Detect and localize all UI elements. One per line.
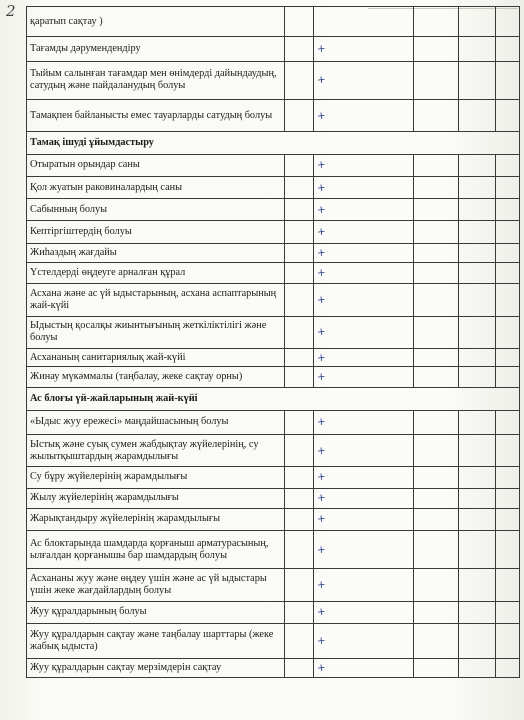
blank-cell: [414, 100, 459, 132]
table-row: [27, 467, 520, 488]
table-row: [27, 61, 520, 99]
handwritten-mark-cell: [314, 467, 414, 488]
requirement-text: Ыстық және суық сумен жабдықтау жүйелерінің, су жылытқыштардың жарамдылығы: [27, 434, 285, 466]
blank-cell: [459, 221, 496, 243]
blank-cell: [496, 348, 520, 366]
handwritten-mark-cell: [314, 601, 414, 623]
blank-cell: [496, 37, 520, 61]
blank-cell: [414, 61, 459, 99]
plus-mark: +: [316, 471, 327, 484]
inspection-checklist-table: [26, 6, 520, 678]
requirement-text: Жиһаздың жағдайы: [27, 243, 285, 262]
blank-cell: [496, 316, 520, 348]
blank-cell: [414, 284, 459, 316]
blank-cell: [285, 348, 314, 366]
table-row: [27, 243, 520, 262]
requirement-text: Жуу құралдарының болуы: [27, 601, 285, 623]
blank-cell: [285, 467, 314, 488]
table-row: [27, 284, 520, 316]
table-row: [27, 348, 520, 366]
blank-cell: [285, 7, 314, 37]
blank-cell: [496, 531, 520, 569]
plus-mark: +: [316, 444, 327, 458]
blank-cell: [414, 569, 459, 601]
handwritten-mark-cell: [314, 508, 414, 530]
requirement-text: Үстелдерді өңдеуге арналған құрал: [27, 262, 285, 283]
blank-cell: [285, 367, 314, 388]
plus-mark: +: [316, 293, 327, 307]
requirement-text: Тыйым салынған тағамдар мен өнімдерді дайындаудың, сатудың және пайдаланудың болуы: [27, 61, 285, 99]
blank-cell: [459, 61, 496, 99]
blank-cell: [285, 100, 314, 132]
plus-mark: +: [316, 42, 327, 56]
requirement-text: Жуу құралдарын сақтау мерзімдерін сақтау: [27, 658, 285, 677]
table-row: [27, 367, 520, 388]
blank-cell: [414, 316, 459, 348]
handwritten-mark-cell: [314, 7, 414, 37]
blank-cell: [285, 508, 314, 530]
blank-cell: [414, 531, 459, 569]
blank-cell: [459, 601, 496, 623]
blank-cell: [285, 434, 314, 466]
plus-mark: +: [316, 203, 327, 217]
table-row: [27, 176, 520, 198]
requirement-text: қаратып сақтау ): [27, 7, 285, 37]
requirement-text: Ас блоктарында шамдарда қорғаныш арматурасының, ылғалдан қорғанышы бар шамдардың болуы: [27, 531, 285, 569]
handwritten-mark-cell: [314, 488, 414, 508]
blank-cell: [285, 569, 314, 601]
blank-cell: [285, 488, 314, 508]
blank-cell: [285, 284, 314, 316]
requirement-text: Қол жуатын раковиналардың саны: [27, 176, 285, 198]
blank-cell: [459, 284, 496, 316]
requirement-text: Сабынның болуы: [27, 199, 285, 221]
blank-cell: [285, 601, 314, 623]
blank-cell: [459, 508, 496, 530]
handwritten-mark-cell: [314, 316, 414, 348]
blank-cell: [496, 569, 520, 601]
plus-mark: +: [316, 661, 327, 675]
blank-cell: [459, 7, 496, 37]
plus-mark: +: [316, 246, 327, 260]
blank-cell: [459, 467, 496, 488]
blank-cell: [459, 367, 496, 388]
blank-cell: [496, 221, 520, 243]
section-row: [27, 388, 520, 410]
handwritten-mark-cell: [314, 569, 414, 601]
requirement-text: Жинау мүкәммалы (таңбалау, жеке сақтау орны): [27, 367, 285, 388]
plus-mark: +: [316, 634, 327, 648]
blank-cell: [285, 243, 314, 262]
blank-cell: [496, 100, 520, 132]
blank-cell: [414, 467, 459, 488]
blank-cell: [459, 100, 496, 132]
blank-cell: [459, 37, 496, 61]
blank-cell: [459, 658, 496, 677]
blank-cell: [414, 262, 459, 283]
handwritten-mark-cell: [314, 61, 414, 99]
blank-cell: [496, 410, 520, 434]
requirement-text: Асхананы жуу және өңдеу үшін және ас үй ыдыстары үшін жеке жағдайлардың болуы: [27, 569, 285, 601]
handwritten-mark-cell: [314, 176, 414, 198]
plus-mark: +: [316, 109, 327, 123]
blank-cell: [459, 531, 496, 569]
blank-cell: [414, 367, 459, 388]
plus-mark: +: [316, 158, 327, 172]
blank-cell: [285, 199, 314, 221]
blank-cell: [285, 262, 314, 283]
blank-cell: [496, 154, 520, 176]
table-row: [27, 434, 520, 466]
table-row: [27, 658, 520, 677]
blank-cell: [496, 624, 520, 658]
blank-cell: [459, 624, 496, 658]
plus-mark: +: [316, 491, 327, 505]
table-row: [27, 569, 520, 601]
blank-cell: [496, 199, 520, 221]
blank-cell: [496, 434, 520, 466]
plus-mark: +: [316, 351, 327, 364]
handwritten-mark-cell: [314, 37, 414, 61]
table-row: [27, 7, 520, 37]
blank-cell: [459, 243, 496, 262]
blank-cell: [496, 262, 520, 283]
handwritten-mark-cell: [314, 658, 414, 677]
plus-mark: +: [316, 606, 327, 619]
table-row: [27, 100, 520, 132]
plus-mark: +: [316, 325, 327, 339]
blank-cell: [285, 624, 314, 658]
blank-cell: [496, 284, 520, 316]
requirement-text: Отыратын орындар саны: [27, 154, 285, 176]
requirement-text: Тағамды дәрумендендіру: [27, 37, 285, 61]
requirement-text: Жарықтандыру жүйелерінің жарамдылығы: [27, 508, 285, 530]
requirement-text: Жылу жүйелерінің жарамдылығы: [27, 488, 285, 508]
blank-cell: [414, 624, 459, 658]
handwritten-mark-cell: [314, 199, 414, 221]
table-row: [27, 37, 520, 61]
table-row: [27, 262, 520, 283]
blank-cell: [285, 316, 314, 348]
blank-cell: [496, 7, 520, 37]
handwritten-mark-cell: [314, 262, 414, 283]
requirement-text: Асхана және ас үй ыдыстарының, асхана аспаптарының жай-күйі: [27, 284, 285, 316]
plus-mark: +: [316, 73, 327, 87]
blank-cell: [459, 154, 496, 176]
blank-cell: [414, 176, 459, 198]
plus-mark: +: [316, 512, 327, 526]
blank-cell: [496, 61, 520, 99]
handwritten-mark-cell: [314, 221, 414, 243]
blank-cell: [459, 262, 496, 283]
table-row: [27, 601, 520, 623]
blank-cell: [496, 367, 520, 388]
plus-mark: +: [316, 578, 327, 592]
table-row: [27, 488, 520, 508]
blank-cell: [285, 61, 314, 99]
blank-cell: [459, 488, 496, 508]
blank-cell: [459, 199, 496, 221]
blank-cell: [285, 154, 314, 176]
handwritten-mark-cell: [314, 243, 414, 262]
requirement-text: Асхананың санитариялық жай-күйі: [27, 348, 285, 366]
plus-mark: +: [316, 225, 327, 239]
plus-mark: +: [316, 415, 327, 429]
blank-cell: [414, 154, 459, 176]
handwritten-mark-cell: [314, 367, 414, 388]
requirement-text: Су бұру жүйелерінің жарамдылығы: [27, 467, 285, 488]
page-number: 2: [6, 2, 16, 20]
requirement-text: Жуу құралдарын сақтау және таңбалау шарттары (жеке жабық ыдыста): [27, 624, 285, 658]
handwritten-mark-cell: [314, 434, 414, 466]
blank-cell: [414, 434, 459, 466]
section-heading: Ас блоғы үй-жайларының жай-күйі: [27, 388, 520, 410]
table-row: [27, 508, 520, 530]
blank-cell: [496, 658, 520, 677]
table-row: [27, 410, 520, 434]
section-row: [27, 132, 520, 154]
handwritten-mark-cell: [314, 348, 414, 366]
blank-cell: [459, 434, 496, 466]
requirement-text: Тамақпен байланысты емес тауарларды сатудың болуы: [27, 100, 285, 132]
handwritten-mark-cell: [314, 531, 414, 569]
checklist-body: [27, 7, 520, 678]
table-row: [27, 199, 520, 221]
plus-mark: +: [316, 370, 327, 384]
blank-cell: [496, 601, 520, 623]
blank-cell: [414, 221, 459, 243]
plus-mark: +: [316, 543, 327, 557]
blank-cell: [496, 176, 520, 198]
plus-mark: +: [316, 181, 327, 195]
blank-cell: [285, 658, 314, 677]
blank-cell: [496, 467, 520, 488]
blank-cell: [459, 316, 496, 348]
blank-cell: [414, 243, 459, 262]
handwritten-mark-cell: [314, 284, 414, 316]
table-row: [27, 624, 520, 658]
blank-cell: [414, 37, 459, 61]
blank-cell: [414, 348, 459, 366]
blank-cell: [285, 221, 314, 243]
blank-cell: [414, 601, 459, 623]
table-row: [27, 221, 520, 243]
blank-cell: [496, 243, 520, 262]
section-heading: Тамақ ішуді ұйымдастыру: [27, 132, 520, 154]
blank-cell: [414, 199, 459, 221]
blank-cell: [285, 37, 314, 61]
handwritten-mark-cell: [314, 154, 414, 176]
blank-cell: [414, 508, 459, 530]
blank-cell: [285, 531, 314, 569]
blank-cell: [285, 176, 314, 198]
blank-cell: [414, 410, 459, 434]
handwritten-mark-cell: [314, 100, 414, 132]
handwritten-mark-cell: [314, 410, 414, 434]
blank-cell: [414, 488, 459, 508]
blank-cell: [414, 658, 459, 677]
blank-cell: [459, 348, 496, 366]
requirement-text: Ыдыстың қосалқы жиынтығының жеткіліктілігі және болуы: [27, 316, 285, 348]
blank-cell: [459, 569, 496, 601]
requirement-text: «Ыдыс жуу ережесі» маңдайшасының болуы: [27, 410, 285, 434]
blank-cell: [459, 176, 496, 198]
table-row: [27, 316, 520, 348]
table-row: [27, 154, 520, 176]
blank-cell: [496, 488, 520, 508]
blank-cell: [414, 7, 459, 37]
handwritten-mark-cell: [314, 624, 414, 658]
plus-mark: +: [316, 266, 327, 280]
table-row: [27, 531, 520, 569]
blank-cell: [459, 410, 496, 434]
requirement-text: Кептіргіштердің болуы: [27, 221, 285, 243]
blank-cell: [285, 410, 314, 434]
blank-cell: [496, 508, 520, 530]
